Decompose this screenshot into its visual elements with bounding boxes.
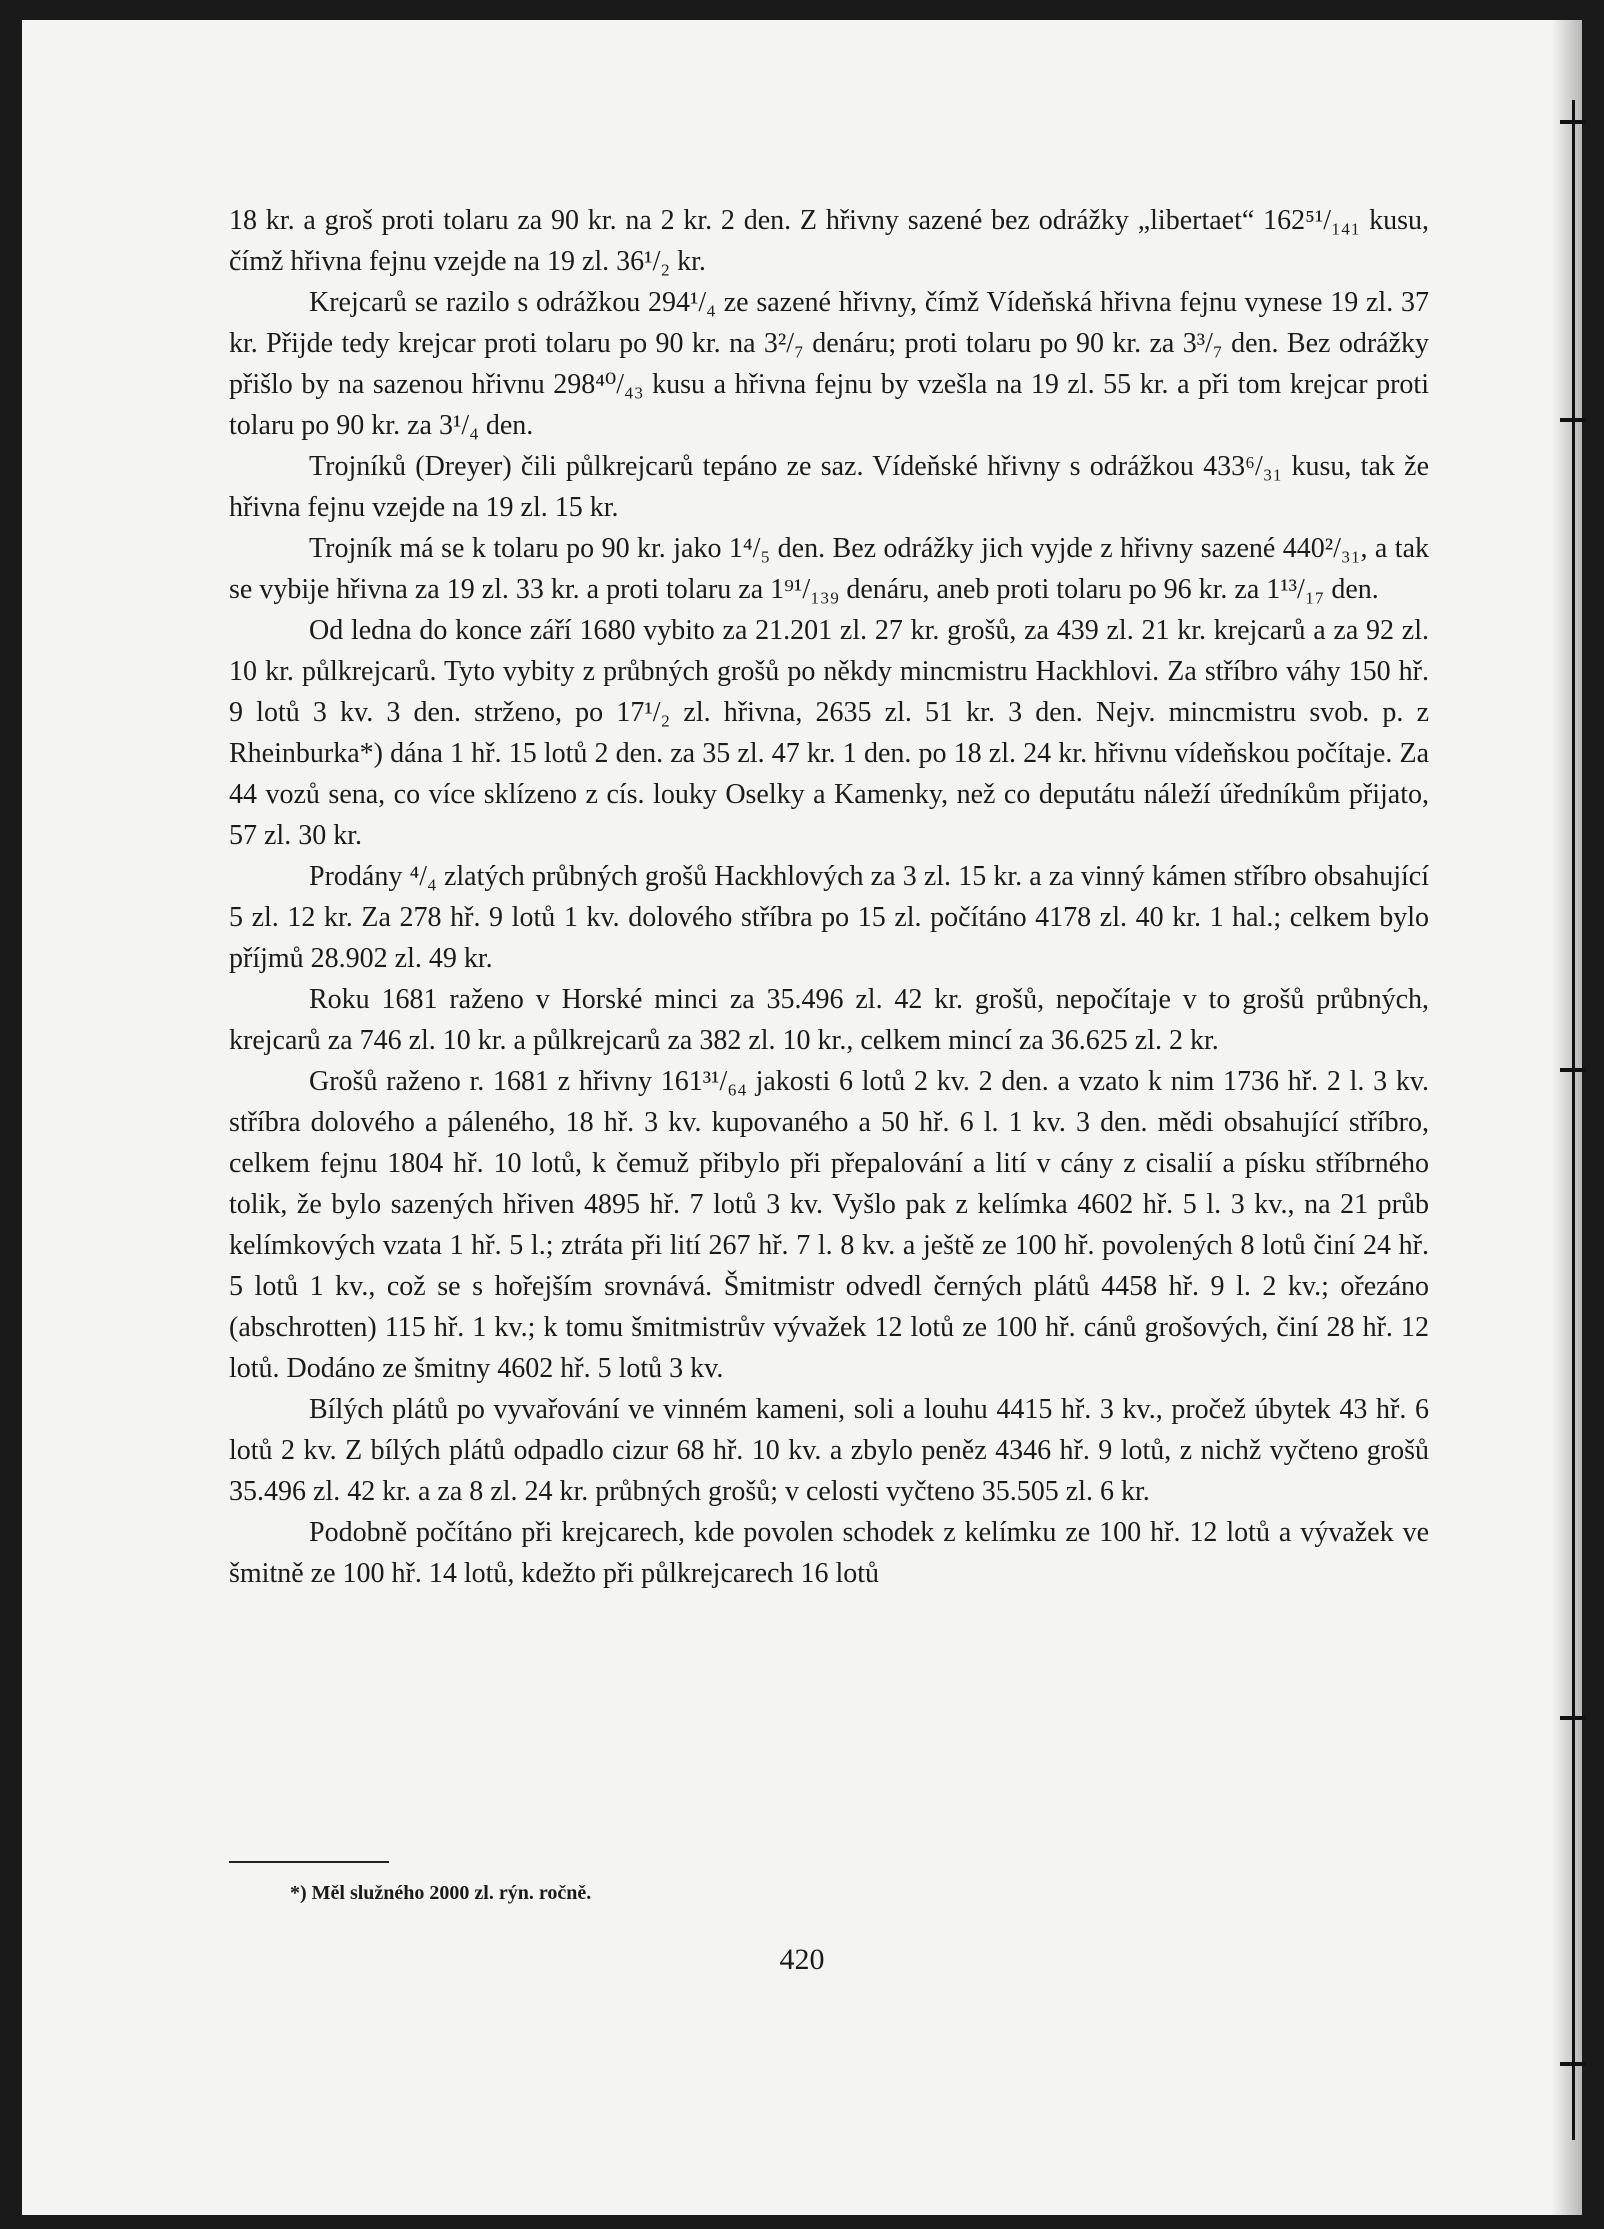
footnote: *) Měl služného 2000 zl. rýn. ročně. bbox=[290, 1882, 592, 1904]
binding-rule bbox=[1572, 100, 1575, 2140]
footnote-divider bbox=[229, 1861, 389, 1863]
binding-notch bbox=[1560, 1068, 1586, 1072]
paragraph: Trojníků (Dreyer) čili půlkrejcarů tepáno ze saz. Vídeňské hřivny s odrážkou 433⁶/₃₁ kusu, tak že hřivna fejnu vzejde na 19 zl. 15 kr. bbox=[229, 451, 1429, 523]
binding-notch bbox=[1560, 120, 1586, 124]
paragraph: Bílých plátů po vyvařování ve vinném kameni, soli a louhu 4415 hř. 3 kv., pročež úbytek 43 hř. 6 lotů 2 kv. Z bílých plátů odpadlo cizur 68 hř. 10 kv. a zbylo peněz 4346 hř. 9 lotů, z nichž vyčteno grošů 35.496 zl. 42 kr. a za 8 zl. 24 kr. průbných grošů; v celosti vyčteno 35.505 zl. 6 kr. bbox=[229, 1394, 1429, 1507]
paragraph: Roku 1681 raženo v Horské minci za 35.496 zl. 42 kr. grošů, nepočítaje v to grošů průbných, krejcarů za 746 zl. 10 kr. a půlkrejcarů za 382 zl. 10 kr., celkem mincí za 36.625 zl. 2 kr. bbox=[229, 984, 1429, 1056]
binding-notch bbox=[1560, 418, 1586, 422]
page-number: 420 bbox=[779, 1943, 825, 1976]
binding-notch bbox=[1560, 1716, 1586, 1720]
paragraph: Od ledna do konce září 1680 vybito za 21.201 zl. 27 kr. grošů, za 439 zl. 21 kr. krejcarů a za 92 zl. 10 kr. půlkrejcarů. Tyto vybity z průbných grošů po někdy mincmistru Hackhlovi. Za stříbro váhy 150 hř. 9 lotů 3 kv. 3 den. strženo, po 17¹/₂ zl. hřivna, 2635 zl. 51 kr. 3 den. Nejv. mincmistru svob. p. z Rheinburka*) dána 1 hř. 15 lotů 2 den. za 35 zl. 47 kr. 1 den. po 18 zl. 24 kr. hřivnu vídeňskou počítaje. Za 44 vozů sena, co více sklízeno z cís. louky Oselky a Kamenky, než co deputátu náleží úředníkům přijato, 57 zl. 30 kr. bbox=[229, 615, 1429, 851]
paragraph: Krejcarů se razilo s odrážkou 294¹/₄ ze sazené hřivny, čímž Vídeňská hřivna fejnu vynese 19 zl. 37 kr. Přijde tedy krejcar proti tolaru po 90 kr. na 3²/₇ denáru; proti tolaru po 90 kr. za 3³/₇ den. Bez odrážky přišlo by na sazenou hřivnu 298⁴⁰/₄₃ kusu a hřivna fejnu by vzešla na 19 zl. 55 kr. a při tom krejcar proti tolaru po 90 kr. za 3¹/₄ den. bbox=[229, 287, 1429, 441]
paragraph: Grošů raženo r. 1681 z hřivny 161³¹/₆₄ jakosti 6 lotů 2 kv. 2 den. a vzato k nim 1736 hř. 2 l. 3 kv. stříbra dolového a páleného, 18 hř. 3 kv. kupovaného a 50 hř. 6 l. 1 kv. 3 den. mědi obsahující stříbro, celkem fejnu 1804 hř. 10 lotů, k čemuž přibylo při přepalování a lití v cány z cisalií a písku stříbrného tolik, že bylo sazených hřiven 4895 hř. 7 lotů 3 kv. Vyšlo pak z kelímka 4602 hř. 5 l. 3 kv., na 21 průb kelímkových vzata 1 hř. 5 l.; ztráta při lití 267 hř. 7 l. 8 kv. a ještě ze 100 hř. povolených 8 lotů činí 24 hř. 5 lotů 1 kv., což se s hořejším srovnává. Šmitmistr odvedl černých plátů 4458 hř. 9 l. 2 kv.; ořezáno (abschrotten) 115 hř. 1 kv.; k tomu šmitmistrův vývažek 12 lotů ze 100 hř. cánů grošových, činí 28 hř. 12 lotů. Dodáno ze šmitny 4602 hř. 5 lotů 3 kv. bbox=[229, 1066, 1429, 1384]
page-edge-shadow bbox=[1552, 20, 1582, 2215]
body-text bbox=[229, 200, 1429, 1594]
paragraph: Podobně počítáno při krejcarech, kde povolen schodek z kelímku ze 100 hř. 12 lotů a vývažek ve šmitně ze 100 hř. 14 lotů, kdežto při půlkrejcarech 16 lotů bbox=[229, 1517, 1429, 1589]
paragraph: Trojník má se k tolaru po 90 kr. jako 1⁴/₅ den. Bez odrážky jich vyjde z hřivny sazené 440²/₃₁, a tak se vybije hřivna za 19 zl. 33 kr. a proti tolaru za 1⁹¹/₁₃₉ denáru, aneb proti tolaru po 96 kr. za 1¹³/₁₇ den. bbox=[229, 533, 1429, 605]
binding-notch bbox=[1560, 2062, 1586, 2066]
paragraph: 18 kr. a groš proti tolaru za 90 kr. na 2 kr. 2 den. Z hřivny sazené bez odrážky „libertaet“ 162⁵¹/₁₄₁ kusu, čímž hřivna fejnu vzejde na 19 zl. 36¹/₂ kr. bbox=[229, 205, 1429, 277]
paragraph: Prodány ⁴/₄ zlatých průbných grošů Hackhlových za 3 zl. 15 kr. a za vinný kámen stříbro obsahující 5 zl. 12 kr. Za 278 hř. 9 lotů 1 kv. dolového stříbra po 15 zl. počítáno 4178 zl. 40 kr. 1 hal.; celkem bylo příjmů 28.902 zl. 49 kr. bbox=[229, 861, 1429, 974]
